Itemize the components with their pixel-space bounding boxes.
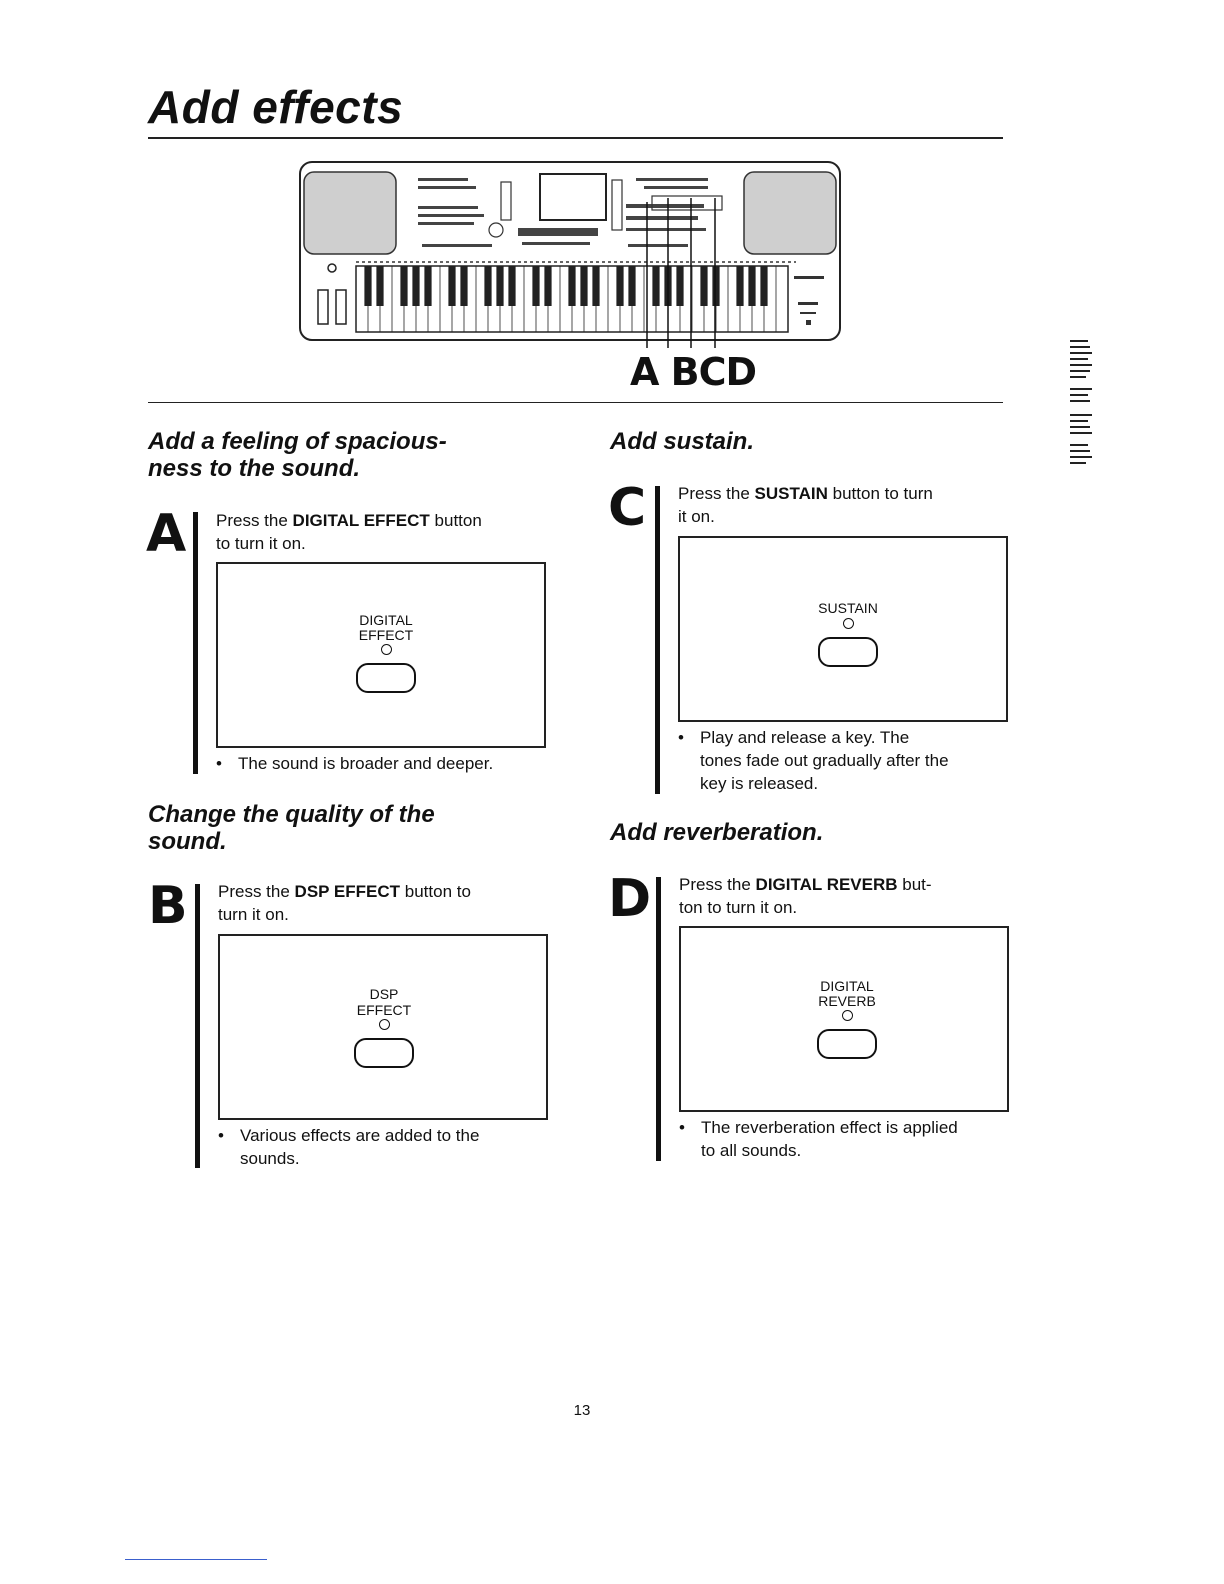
step-b-bar [195, 884, 200, 1168]
black-key [532, 266, 539, 306]
title-rule [148, 137, 1003, 139]
step-a-text-pre: Press the [216, 511, 293, 530]
step-d-note [679, 1116, 1019, 1162]
black-key [760, 266, 767, 306]
step-d-bar [656, 877, 661, 1161]
section-a-heading-line2: ness to the sound. [148, 455, 361, 482]
sustain-label: SUSTAIN [818, 600, 878, 616]
keyboard-diagram [296, 158, 844, 348]
step-b-note-line1: Various effects are added to the [240, 1126, 480, 1145]
step-d-text-line2: ton to turn it on. [679, 898, 798, 917]
bullet-icon: • [218, 1126, 224, 1145]
step-d-letter: D [608, 869, 652, 929]
step-c-bar [655, 486, 660, 794]
margin-mark-graphic [1068, 340, 1094, 470]
step-b-note [218, 1124, 558, 1170]
black-key [712, 266, 719, 306]
step-b-text-pre: Press the [218, 882, 295, 901]
step-b-text-line2: turn it on. [218, 905, 289, 924]
black-key [508, 266, 515, 306]
black-key [568, 266, 575, 306]
step-d-text-pre: Press the [679, 875, 756, 894]
digital-effect-button[interactable] [356, 663, 416, 693]
bottom-rule [125, 1559, 267, 1560]
black-key [700, 266, 707, 306]
sustain-led-icon [843, 618, 854, 629]
step-b-text [218, 880, 548, 926]
step-b-text-bold: DSP EFFECT [294, 882, 401, 901]
black-key [592, 266, 599, 306]
step-d-note-line2: to all sounds. [701, 1141, 802, 1160]
black-key [496, 266, 503, 306]
page-number: 13 [573, 1402, 591, 1419]
step-c-text-bold: SUSTAIN [754, 484, 828, 503]
black-key [376, 266, 383, 306]
black-key [748, 266, 755, 306]
digital-reverb-button[interactable] [817, 1029, 877, 1059]
section-b-heading [148, 801, 568, 855]
margin-mark [1068, 340, 1094, 470]
dsp-effect-label-line1: DSP [369, 986, 399, 1002]
step-d-text [679, 873, 1009, 919]
step-c-note-line1: Play and release a key. The [700, 728, 910, 747]
digital-reverb-label-line1: DIGITAL [820, 978, 874, 994]
sustain-button[interactable] [818, 637, 878, 667]
section-c-heading: Add sustain. [610, 428, 755, 455]
black-key [412, 266, 419, 306]
step-c-note-line2: tones fade out gradually after the [700, 751, 949, 770]
step-c-text-line2: it on. [678, 507, 715, 526]
dsp-effect-led-icon [379, 1019, 390, 1030]
black-key [736, 266, 743, 306]
digital-reverb-label-line2: REVERB [818, 993, 876, 1009]
step-b-note-line2: sounds. [240, 1149, 300, 1168]
black-key [484, 266, 491, 306]
step-b-letter: B [148, 876, 188, 936]
black-key [460, 266, 467, 306]
black-key [580, 266, 587, 306]
step-a-letter: A [146, 504, 187, 564]
step-c-text-post: button to turn [827, 484, 933, 503]
digital-effect-label-line1: DIGITAL [359, 612, 413, 628]
black-key [544, 266, 551, 306]
black-key [652, 266, 659, 306]
step-a-text-line2: to turn it on. [216, 534, 306, 553]
bullet-icon: • [216, 754, 222, 773]
section-b-heading-line2: sound. [148, 828, 227, 855]
step-c-text [678, 482, 1008, 528]
digital-effect-led-icon [381, 644, 392, 655]
digital-effect-panel [216, 562, 546, 748]
step-c-note [678, 726, 1018, 795]
bullet-icon: • [679, 1118, 685, 1137]
bullet-icon: • [678, 728, 684, 747]
sustain-panel [678, 536, 1008, 722]
step-a-text-bold: DIGITAL EFFECT [292, 511, 430, 530]
step-a-note-text: The sound is broader and deeper. [238, 754, 494, 773]
step-a-bar [193, 512, 198, 774]
step-a-note [216, 752, 556, 775]
section-d-heading: Add reverberation. [610, 819, 824, 846]
section-b-heading-line1: Change the quality of the [148, 801, 435, 828]
black-key [676, 266, 683, 306]
dsp-effect-button[interactable] [354, 1038, 414, 1068]
step-c-letter: C [608, 478, 647, 538]
digital-reverb-panel [679, 926, 1009, 1112]
diagram-rule [148, 402, 1003, 403]
digital-reverb-led-icon [842, 1010, 853, 1021]
step-d-text-post: but- [897, 875, 932, 894]
black-key [448, 266, 455, 306]
black-key [400, 266, 407, 306]
black-key [424, 266, 431, 306]
section-a-heading [148, 428, 568, 482]
black-key [364, 266, 371, 306]
dsp-effect-label-line2: EFFECT [356, 1002, 412, 1018]
callout-letters: A BCD [630, 350, 757, 394]
step-c-note-line3: key is released. [700, 774, 819, 793]
dsp-effect-panel [218, 934, 548, 1120]
section-a-heading-line1: Add a feeling of spacious- [148, 428, 447, 455]
step-a-text [216, 509, 546, 555]
step-d-note-line1: The reverberation effect is applied [701, 1118, 958, 1137]
step-c-text-pre: Press the [678, 484, 755, 503]
step-b-text-post: button to [400, 882, 471, 901]
black-key [616, 266, 623, 306]
digital-effect-label-line2: EFFECT [358, 627, 414, 643]
page-title: Add effects [148, 81, 404, 133]
black-key [628, 266, 635, 306]
step-a-text-post: button [429, 511, 482, 530]
keyboard-illustration [296, 158, 844, 348]
step-d-text-bold: DIGITAL REVERB [755, 875, 898, 894]
